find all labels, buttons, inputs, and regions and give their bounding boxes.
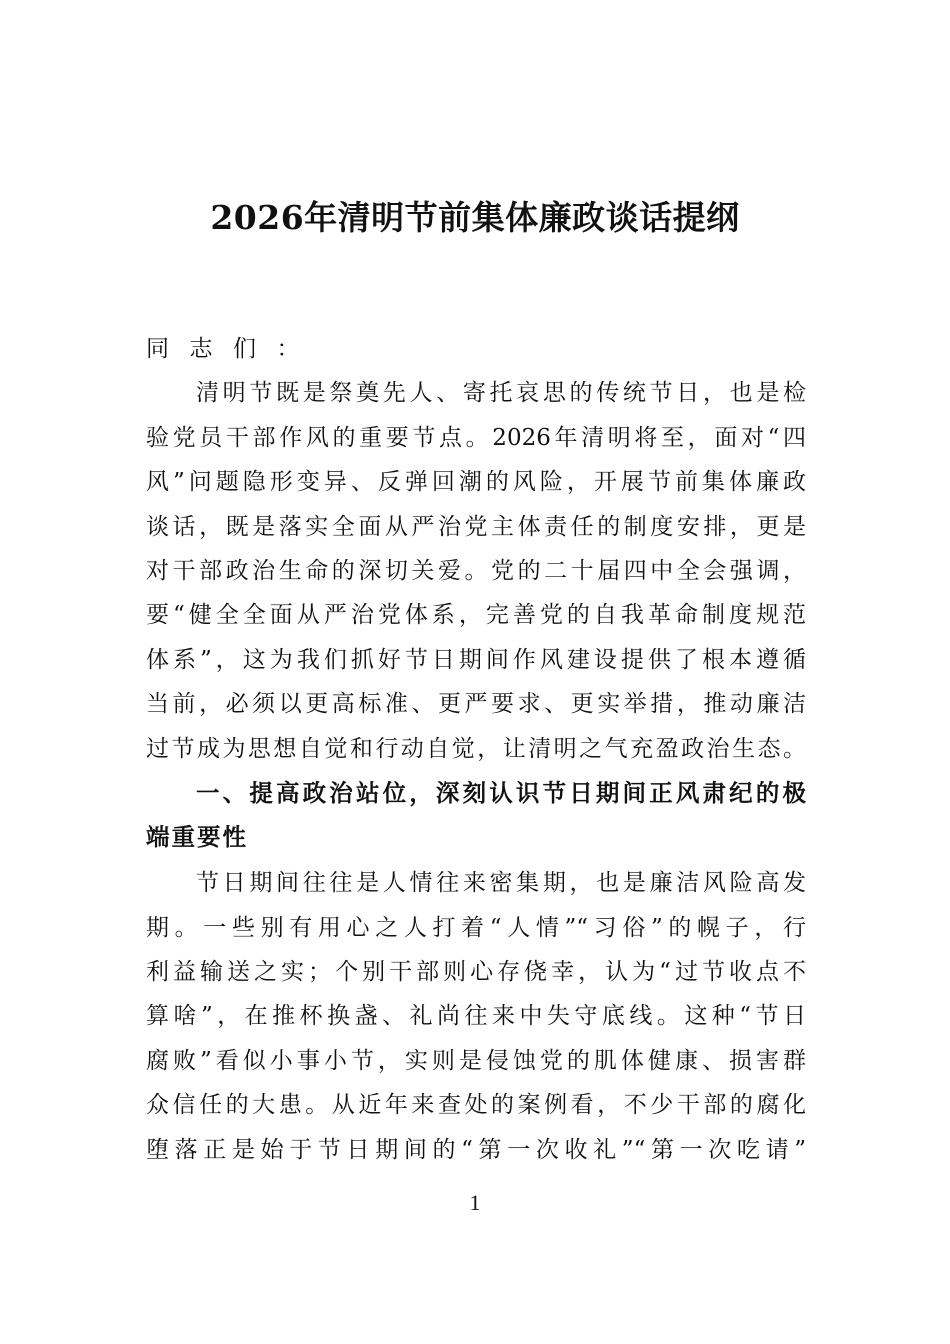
text-line: 风”问题隐形变异、反弹回潮的风险，开展节前集体廉政 (146, 469, 806, 496)
page-number: 1 (469, 1190, 481, 1215)
salutation: 同志们： (146, 336, 320, 362)
document-body (146, 327, 806, 1172)
text-line: 要“健全全面从严治党体系，完善党的自我革命制度规范 (146, 602, 806, 629)
text-line: 利益输送之实；个别干部则心存侥幸，认为“过节收点不 (146, 958, 806, 985)
text-line: 谈话，既是落实全面从严治党主体责任的制度安排，更是 (146, 513, 806, 540)
text-line: 对干部政治生命的深切关爱。党的二十届四中全会强调， (146, 557, 806, 584)
heading-line: 端重要性 (146, 823, 248, 852)
text-line: 腐败”看似小事小节，实则是侵蚀党的肌体健康、损害群 (146, 1047, 806, 1074)
heading-line: 一、提高政治站位，深刻认识节日期间正风肃纪的极 (196, 778, 806, 807)
text-line: 算啥”，在推杯换盏、礼尚往来中失守底线。这种“节日 (146, 1003, 806, 1030)
text-line: 堕落正是始于节日期间的“第一次收礼”“第一次吃请” (146, 1136, 806, 1163)
text-line: 当前，必须以更高标准、更严要求、更实举措，推动廉洁 (146, 691, 806, 718)
text-line: 验党员干部作风的重要节点。2026年清明将至，面对“四 (146, 424, 806, 451)
section-heading-1 (146, 771, 806, 860)
text-line: 清明节既是祭奠先人、寄托哀思的传统节日，也是检 (196, 380, 806, 407)
text-line: 期。一些别有用心之人打着“人情”“习俗”的幌子，行 (146, 914, 806, 941)
document-title: 2026年清明节前集体廉政谈话提纲 (210, 198, 740, 237)
text-line: 过节成为思想自觉和行动自觉，让清明之气充盈政治生态。 (146, 735, 806, 762)
paragraph-section-1 (146, 861, 806, 1172)
text-line: 节日期间往往是人情往来密集期，也是廉洁风险高发 (196, 870, 806, 897)
paragraph-intro (146, 371, 806, 771)
text-line: 体系”，这为我们抓好节日期间作风建设提供了根本遵循 (146, 646, 806, 673)
text-line: 众信任的大患。从近年来查处的案例看，不少干部的腐化 (146, 1092, 806, 1119)
